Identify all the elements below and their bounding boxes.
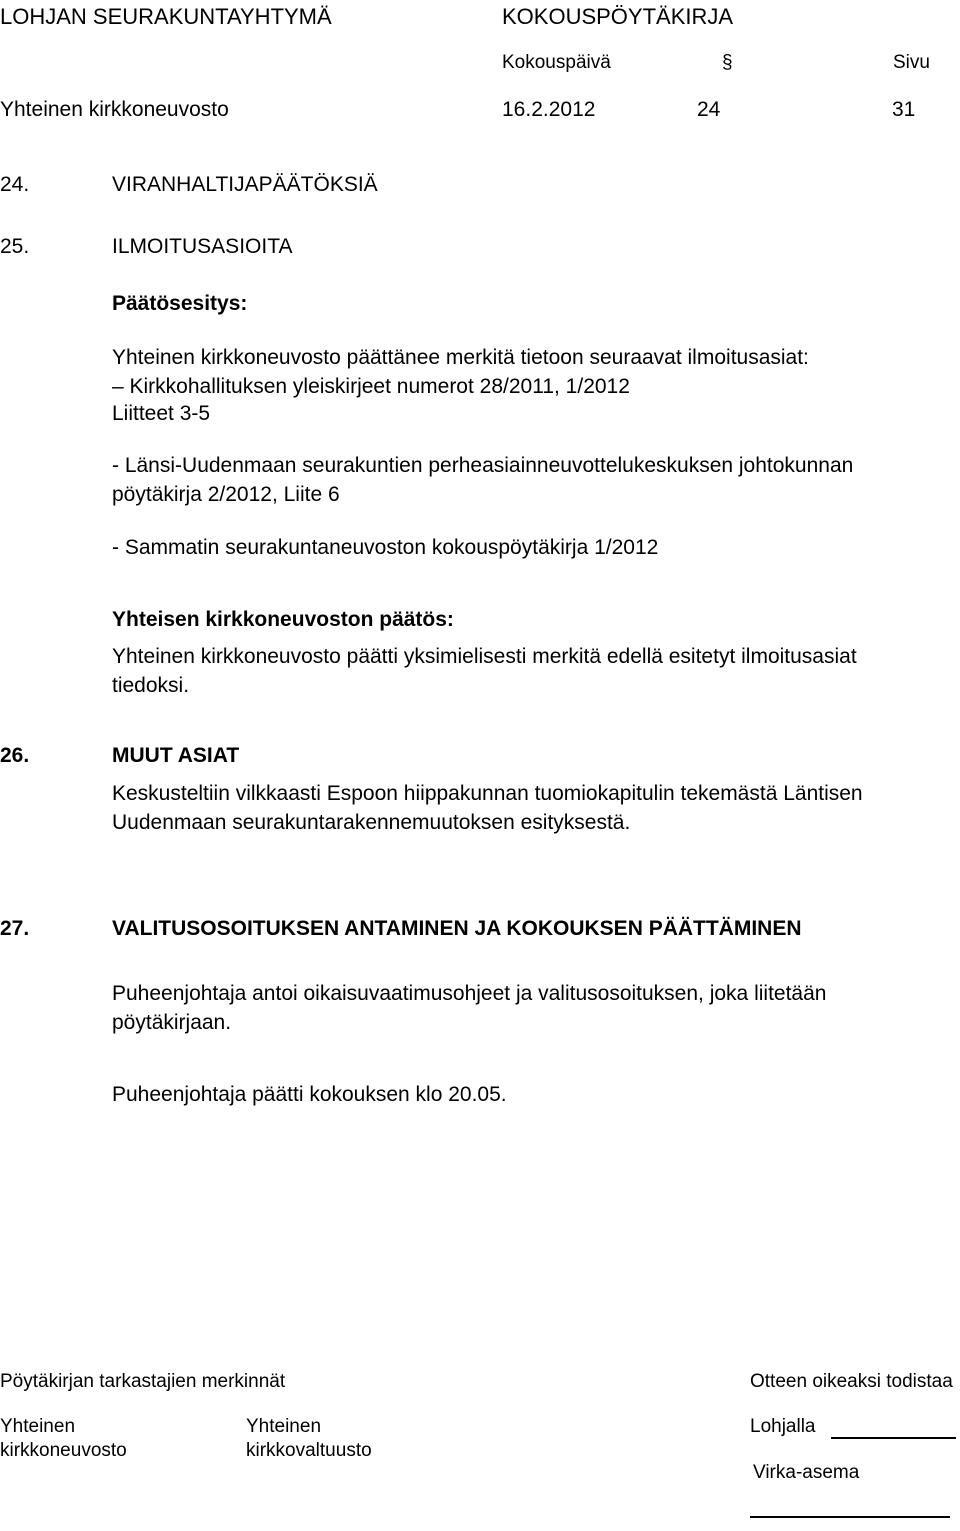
signature-col-assembly-line2: kirkkovaltuusto	[246, 1440, 372, 1461]
item-26-text: Keskusteltiin vilkkaasti Espoon hiippakunnan tuomiokapitulin tekemästä Läntisen	[112, 782, 863, 805]
section-symbol-label: §	[722, 52, 733, 73]
document-type: KOKOUSPÖYTÄKIRJA	[502, 4, 734, 29]
item-26-number: 26.	[0, 744, 30, 767]
signature-col-council-line1: Yhteinen	[0, 1416, 76, 1437]
signature-col-council-line2: kirkkoneuvosto	[0, 1440, 127, 1461]
item-27-text: Puheenjohtaja antoi oikaisuvaatimusohjeet ja valitusosoituksen, joka liitetään	[112, 982, 827, 1005]
decision-line: Yhteinen kirkkoneuvosto päätti yksimielisesti merkitä edellä esitetyt ilmoitusasiat	[112, 645, 857, 668]
copy-certification-label: Otteen oikeaksi todistaa	[750, 1371, 953, 1392]
reviewers-label: Pöytäkirjan tarkastajien merkinnät	[0, 1371, 286, 1392]
item-25-number: 25.	[0, 235, 30, 258]
item-26-text: Uudenmaan seurakuntarakennemuutoksen esityksestä.	[112, 811, 631, 834]
item-24-number: 24.	[0, 173, 30, 196]
list-item: - Sammatin seurakuntaneuvoston kokouspöytäkirja 1/2012	[112, 536, 659, 559]
item-27-text: pöytäkirjaan.	[112, 1011, 232, 1034]
position-label: Virka-asema	[753, 1462, 860, 1483]
page-label: Sivu	[893, 52, 930, 73]
item-27-number: 27.	[0, 917, 30, 940]
date-label: Kokouspäivä	[502, 52, 611, 73]
signature-line	[750, 1516, 950, 1518]
proposal-line: Yhteinen kirkkoneuvosto päättänee merkitä tietoon seuraavat ilmoitusasiat:	[112, 346, 809, 369]
place-signature-line	[831, 1437, 956, 1439]
decision-line: tiedoksi.	[112, 674, 190, 697]
proposal-line: – Kirkkohallituksen yleiskirjeet numerot 28/2011, 1/2012	[112, 375, 630, 398]
place-label: Lohjalla	[750, 1416, 816, 1437]
meeting-body: Yhteinen kirkkoneuvosto	[0, 98, 229, 121]
meeting-date: 16.2.2012	[502, 98, 596, 121]
organization-name: LOHJAN SEURAKUNTAYHTYMÄ	[0, 4, 332, 29]
item-27-title: VALITUSOSOITUKSEN ANTAMINEN JA KOKOUKSEN PÄÄTTÄMINEN	[112, 917, 802, 940]
list-item: pöytäkirja 2/2012, Liite 6	[112, 483, 340, 506]
closing-text: Puheenjohtaja päätti kokouksen klo 20.05.	[112, 1083, 507, 1106]
proposal-heading: Päätösesitys:	[112, 292, 248, 315]
section-number: 24	[697, 98, 721, 121]
page-number: 31	[892, 98, 916, 121]
list-item: - Länsi-Uudenmaan seurakuntien perheasiainneuvottelukeskuksen johtokunnan	[112, 454, 854, 477]
item-24-title: VIRANHALTIJAPÄÄTÖKSIÄ	[112, 173, 378, 196]
item-26-title: MUUT ASIAT	[112, 744, 240, 767]
proposal-line: Liitteet 3-5	[112, 402, 211, 425]
decision-heading: Yhteisen kirkkoneuvoston päätös:	[112, 608, 454, 631]
signature-col-assembly-line1: Yhteinen	[246, 1416, 322, 1437]
item-25-title: ILMOITUSASIOITA	[112, 235, 293, 258]
